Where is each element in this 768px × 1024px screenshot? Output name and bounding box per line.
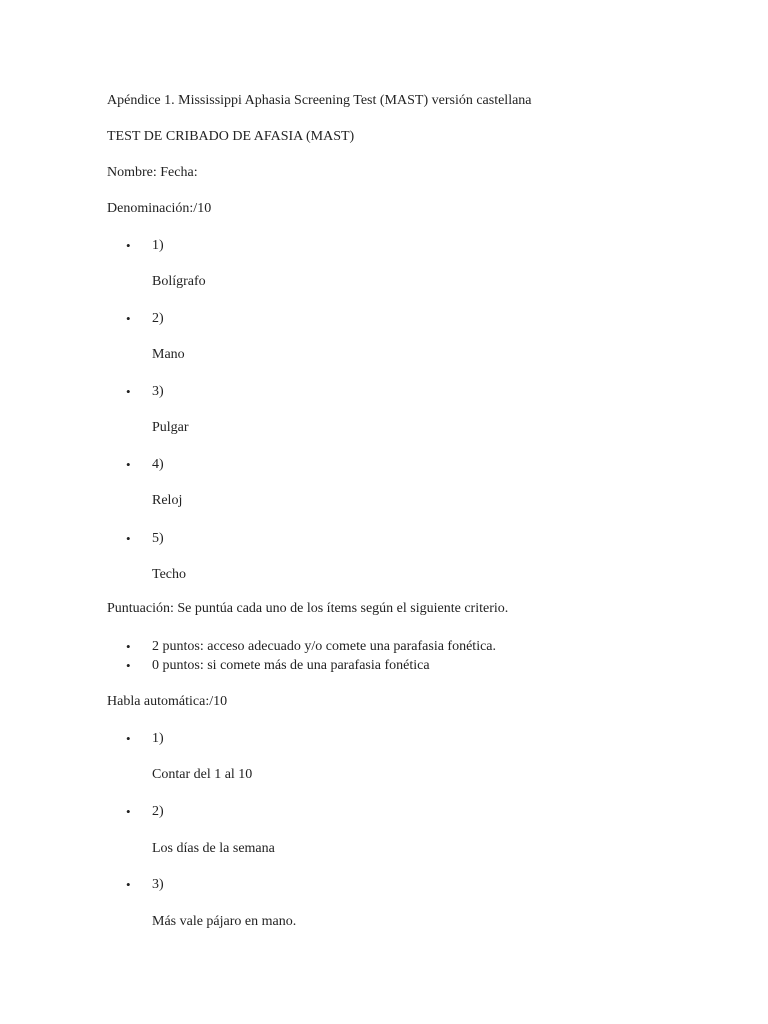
list-item-number: 5) [152, 531, 164, 546]
appendix-heading: Apéndice 1. Mississippi Aphasia Screening Test (MAST) versión castellana [107, 93, 532, 108]
bullet-icon: • [126, 877, 131, 892]
list-item-text: Más vale pájaro en mano. [152, 914, 297, 929]
section-title-denominacion: Denominación:/10 [107, 201, 212, 216]
list-item-text: Techo [152, 567, 187, 582]
list-item-number: 2) [152, 804, 164, 819]
list-item-number: 1) [152, 238, 164, 253]
list-item-text: Pulgar [152, 420, 189, 435]
name-date-line: Nombre: Fecha: [107, 165, 198, 180]
list-item-number: 1) [152, 731, 164, 746]
bullet-icon: • [126, 531, 131, 546]
bullet-icon: • [126, 804, 131, 819]
list-item-text: Mano [152, 347, 185, 362]
scoring-title: Puntuación: Se puntúa cada uno de los ítems según el siguiente criterio. [107, 601, 509, 616]
list-item-text: Los días de la semana [152, 841, 275, 856]
bullet-icon: • [126, 731, 131, 746]
bullet-icon: • [126, 658, 131, 673]
bullet-icon: • [126, 457, 131, 472]
list-item-number: 3) [152, 877, 164, 892]
list-item-number: 4) [152, 457, 164, 472]
test-title: TEST DE CRIBADO DE AFASIA (MAST) [107, 129, 355, 144]
list-item-text: Bolígrafo [152, 274, 206, 289]
list-item-number: 2) [152, 311, 164, 326]
scoring-criterion: 2 puntos: acceso adecuado y/o comete una parafasia fonética. [152, 639, 497, 654]
section-title-habla: Habla automática:/10 [107, 694, 228, 709]
bullet-icon: • [126, 639, 131, 654]
bullet-icon: • [126, 238, 131, 253]
bullet-icon: • [126, 311, 131, 326]
list-item-number: 3) [152, 384, 164, 399]
list-item-text: Contar del 1 al 10 [152, 767, 253, 782]
list-item-text: Reloj [152, 493, 183, 508]
bullet-icon: • [126, 384, 131, 399]
scoring-criterion: 0 puntos: si comete más de una parafasia fonética [152, 658, 430, 673]
